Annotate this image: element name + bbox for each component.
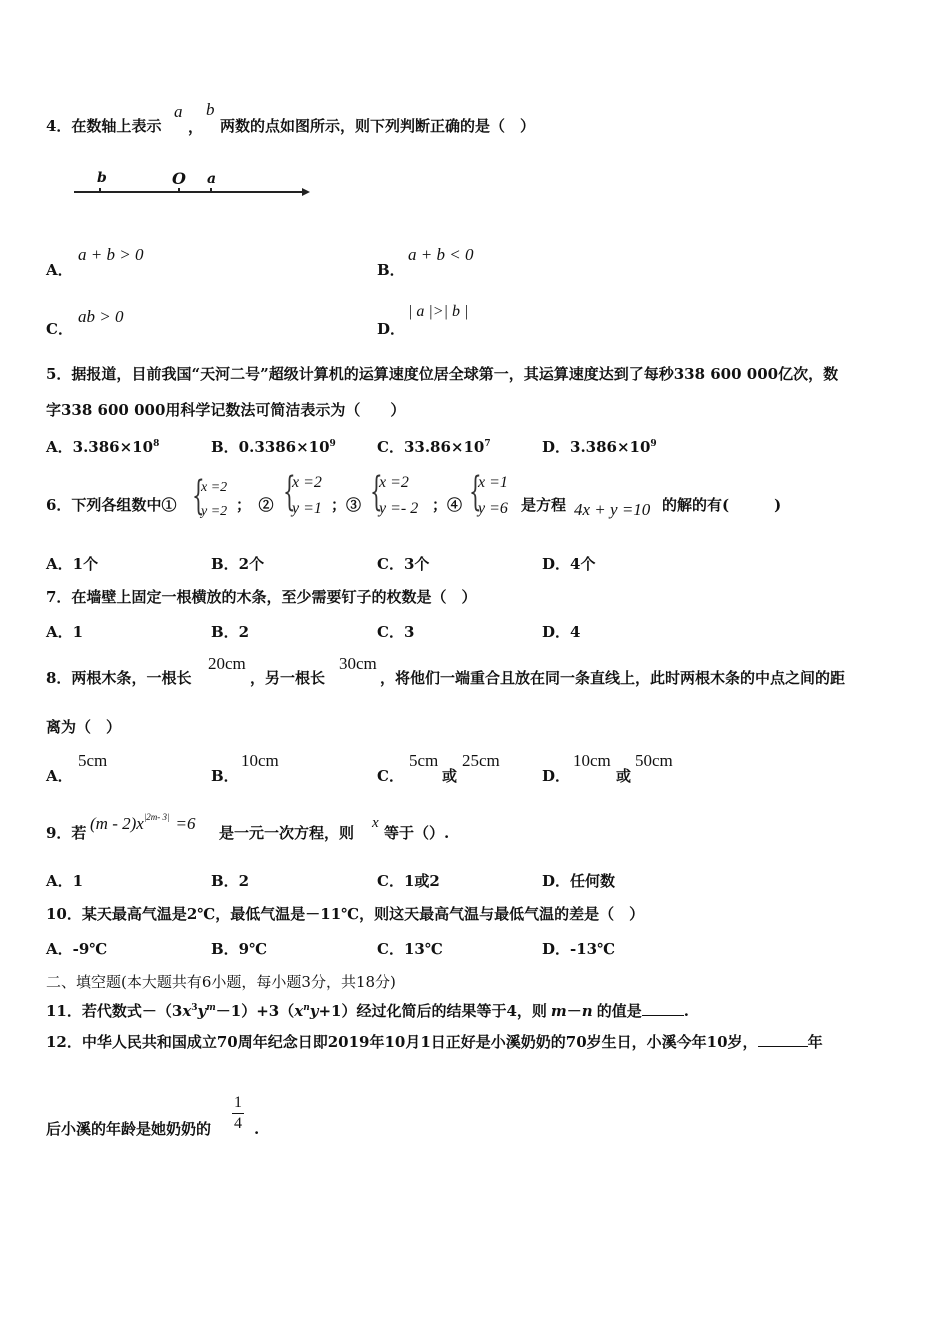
q6-option-b: B．2个: [211, 555, 265, 573]
number-line-label-o: O: [172, 169, 186, 188]
q8-len2: 30cm: [339, 654, 377, 673]
q10-stem: 10．某天最高气温是2℃，最低气温是－11℃，则这天最高气温与最低气温的差是（ ）: [46, 905, 645, 923]
q5-stem-line1: 5．据报道，目前我国“天河二号”超级计算机的运算速度位居全球第一，其运算速度达到了每秒338 600 000亿次，数: [46, 365, 839, 383]
q10-option-a: A．-9℃: [46, 940, 108, 958]
q8-stem-line2: 离为（ ）: [46, 718, 122, 736]
q6-sep3: ；④: [432, 496, 463, 514]
q8-option-d-2: 50cm: [635, 751, 673, 770]
q5-option-b: B．$0.3386\times 10^9$: [211, 438, 336, 456]
q6-option-a: A．1个: [46, 555, 99, 573]
q9-option-c: C．1或2: [377, 872, 440, 890]
q6-system3-brace: {: [370, 469, 383, 515]
q11-answer-blank[interactable]: [642, 1015, 684, 1016]
q12-fraction: 1 4: [234, 1094, 242, 1132]
q4-option-a: a + b > 0: [78, 245, 144, 264]
q6-system2-brace: {: [283, 469, 296, 515]
q6-mid: 是方程: [521, 496, 567, 514]
q9-var: x: [372, 815, 379, 831]
q8-option-b: 10cm: [241, 751, 279, 770]
q5-option-d: D．$3.386\times 10^9$: [542, 438, 657, 456]
q4-stem-post: 两数的点如图所示，则下列判断正确的是（ ）: [220, 117, 536, 135]
q8-option-c-or: 或: [442, 767, 458, 785]
q6-sep1: ； ②: [236, 496, 274, 514]
q8-option-b-letter: B．: [211, 767, 239, 785]
q8-option-c-1: 5cm: [409, 751, 439, 770]
q9-mid: 是一元一次方程，则: [219, 824, 355, 842]
q8-len1: 20cm: [208, 654, 246, 673]
q6-system1: x =2 y =2: [201, 480, 228, 519]
q6-system2: x =2 y =1: [292, 474, 322, 517]
q11-stem: 11．若代数式$-(3x^3y^m-1)+3(x^ny+1)$经过化简后的结果等于4，则 m－n 的值是 .: [46, 1002, 689, 1020]
q4-option-c: ab > 0: [78, 307, 124, 326]
q6-stem-pre: 6．下列各组数中①: [46, 496, 177, 514]
q9-option-a: A．1: [46, 872, 84, 890]
q6-system3: x =2 y =- 2: [379, 474, 419, 517]
q10-option-d: D．-13℃: [542, 940, 616, 958]
q9-post: 等于（）.: [384, 824, 450, 842]
q10-option-c: C．13℃: [377, 940, 443, 958]
q12-stem-line2: 后小溪的年龄是她奶奶的: [46, 1120, 212, 1138]
q8-mid: ，另一根长: [250, 669, 326, 687]
q6-system1-brace: {: [192, 473, 205, 519]
q4-sep: ，: [188, 118, 204, 136]
q8-stem-pre: 8．两根木条，一根长: [46, 669, 192, 687]
q7-option-a: A．1: [46, 623, 84, 641]
number-line-label-a: a: [207, 171, 217, 187]
q8-option-c-letter: C．: [377, 767, 404, 785]
q7-option-b: B．2: [211, 623, 250, 641]
q4-var-b: b: [206, 100, 215, 119]
q6-sep2: ；③: [331, 496, 362, 514]
q7-stem: 7．在墙壁上固定一根横放的木条，至少需要钉子的枚数是（ ）: [46, 588, 477, 606]
q6-system4: x =1 y =6: [478, 474, 508, 517]
q4-option-c-letter: C．: [46, 320, 73, 338]
q6-post: 的解的有( ): [662, 496, 782, 514]
q4-option-b-letter: B．: [377, 261, 405, 279]
q7-option-c: C．3: [377, 623, 415, 641]
q9-stem-pre: 9．若: [46, 824, 87, 842]
q8-option-a-letter: A．: [46, 767, 73, 785]
q6-system4-brace: {: [469, 469, 482, 515]
number-line-figure: [70, 168, 315, 198]
q8-option-d-letter: D．: [542, 767, 571, 785]
q9-option-b: B．2: [211, 872, 250, 890]
q4-option-d-letter: D．: [377, 320, 406, 338]
q9-option-d: D．任何数: [542, 872, 616, 890]
q8-post: ，将他们一端重合且放在同一条直线上，此时两根木条的中点之间的距: [380, 669, 846, 687]
q4-option-b: a + b < 0: [408, 245, 474, 264]
q8-option-d-1: 10cm: [573, 751, 611, 770]
q6-equation: 4x + y =10: [574, 500, 651, 519]
q12-end: .: [254, 1120, 260, 1138]
q8-option-c-2: 25cm: [462, 751, 500, 770]
q4-option-d: | a |>| b |: [408, 303, 469, 320]
q5-option-c: C．$33.86\times 10^7$: [377, 438, 491, 456]
q6-option-d: D．4个: [542, 555, 596, 573]
section2-heading: 二、填空题(本大题共有6小题，每小题3分，共18分): [46, 973, 396, 991]
q6-option-c: C．3个: [377, 555, 430, 573]
q8-option-a: 5cm: [78, 751, 108, 770]
q4-var-a: a: [174, 102, 183, 121]
q10-option-b: B．9℃: [211, 940, 268, 958]
q5-stem-line2: 字338 600 000用科学记数法可简洁表示为（ ）: [46, 401, 406, 419]
q4-option-a-letter: A．: [46, 261, 73, 279]
q4-stem: 4．在数轴上表示: [46, 117, 162, 135]
q8-option-d-or: 或: [616, 767, 632, 785]
q12-stem-line1: 12．中华人民共和国成立70周年纪念日即2019年10月1日正好是小溪奶奶的70岁生日，小溪今年10岁， 年: [46, 1033, 823, 1051]
q9-equation: $(m - 2)x^{|2m- 3|} =6$: [90, 812, 196, 833]
number-line-label-b: b: [97, 170, 107, 186]
q5-option-a: A．$3.386\times 10^8$: [46, 438, 160, 456]
q12-answer-blank[interactable]: [758, 1046, 808, 1047]
q7-option-d: D．4: [542, 623, 581, 641]
